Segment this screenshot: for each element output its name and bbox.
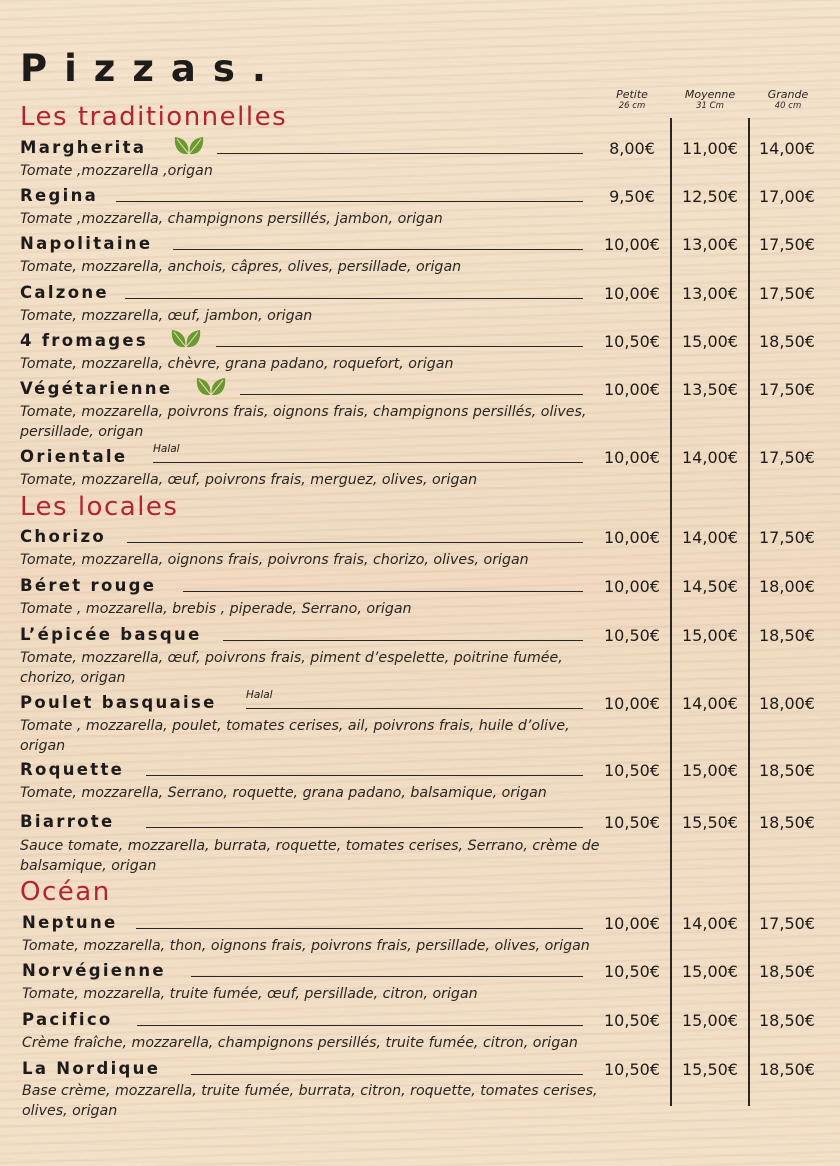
column-size: 40 cm [774,101,802,111]
price-grande: 18,00€ [759,577,815,596]
price-grande: 18,50€ [759,962,815,981]
item-description: Base crème, mozzarella, truite fumée, burrata, citron, roquette, tomates cerises, olives, origan [22,1083,598,1119]
price-petite: 10,50€ [604,1060,660,1079]
price-moyenne: 15,50€ [682,813,738,832]
item-description: Sauce tomate, mozzarella, burrata, roquette, tomates cerises, Serrano, crème de balsamique, origan [20,838,600,874]
price-moyenne: 14,00€ [682,694,738,713]
halal-tag: Halal [153,443,180,455]
price-grande: 18,50€ [759,1011,815,1030]
column-header-grande [743,88,833,111]
price-moyenne: 13,00€ [682,235,738,254]
price-petite: 10,50€ [604,761,660,780]
leaf-icon [170,328,202,350]
price-petite: 10,50€ [604,962,660,981]
halal-tag: Halal [246,689,273,701]
price-petite: 10,00€ [604,284,660,303]
price-moyenne: 13,00€ [682,284,738,303]
price-grande: 17,50€ [759,914,815,933]
dotted-leader [183,591,583,592]
price-moyenne: 12,50€ [682,187,738,206]
price-petite: 10,50€ [604,1011,660,1030]
item-description: Crème fraîche, mozzarella, champignons persillés, truite fumée, citron, origan [22,1035,578,1051]
price-grande: 17,50€ [759,235,815,254]
section-title-traditionnelles: Les traditionnelles [20,102,288,132]
price-grande: 18,50€ [759,626,815,645]
price-grande: 14,00€ [759,139,815,158]
section-title-ocean: Océan [20,877,111,907]
item-name: Biarrote [20,812,115,831]
section-title-locales: Les locales [20,492,179,522]
item-name: Norvégienne [22,961,166,980]
item-name: Pacifico [22,1010,113,1029]
item-name: Orientale [20,447,128,466]
item-description: Tomate , mozzarella, poulet, tomates cerises, ail, poivrons frais, huile d’olive, origan [20,718,570,754]
price-moyenne: 15,50€ [682,1060,738,1079]
item-name: Béret rouge [20,576,157,595]
price-grande: 18,50€ [759,761,815,780]
price-petite: 10,50€ [604,626,660,645]
price-moyenne: 13,50€ [682,380,738,399]
item-description: Tomate ,mozzarella ,origan [20,163,213,179]
dotted-leader [217,153,583,154]
dotted-leader [246,708,583,709]
price-grande: 18,50€ [759,813,815,832]
price-moyenne: 11,00€ [682,139,738,158]
column-size: 26 cm [618,101,646,111]
item-name: Regina [20,186,99,205]
menu-item-poulet-basquaise [20,689,840,754]
menu-item-epicee-basque [20,625,840,685]
item-description: Tomate, mozzarella, thon, oignons frais, poivrons frais, persillade, olives, origan [22,938,590,954]
item-description: Tomate, mozzarella, œuf, poivrons frais, merguez, olives, origan [20,472,478,488]
column-header-moyenne [665,88,755,111]
column-header-petite [587,88,677,111]
price-moyenne: 14,00€ [682,528,738,547]
dotted-leader [191,1074,583,1075]
item-description: Tomate , mozzarella, brebis , piperade, Serrano, origan [20,601,412,617]
price-moyenne: 15,00€ [682,962,738,981]
item-description: Tomate, mozzarella, œuf, jambon, origan [20,308,313,324]
dotted-leader [240,394,583,395]
price-petite: 10,50€ [604,332,660,351]
price-grande: 17,50€ [759,528,815,547]
dotted-leader [146,775,583,776]
item-name: 4 fromages [20,331,149,350]
price-petite: 10,00€ [604,235,660,254]
price-moyenne: 14,00€ [682,448,738,467]
menu-item-roquette [20,760,840,820]
menu-item-orientale [20,443,840,507]
menu-item-biarrote [20,812,840,872]
dotted-leader [146,827,583,828]
leaf-icon [173,135,205,157]
leaf-icon [195,376,227,398]
item-name: Chorizo [20,527,107,546]
price-petite: 10,50€ [604,813,660,832]
item-name: Margherita [20,138,147,157]
price-grande: 17,50€ [759,448,815,467]
price-petite: 10,00€ [604,694,660,713]
price-petite: 9,50€ [609,187,655,206]
item-name: Poulet basquaise [20,693,217,712]
dotted-leader [173,249,583,250]
item-name: Calzone [20,283,109,302]
dotted-leader [153,462,583,463]
item-description: Tomate, mozzarella, Serrano, roquette, grana padano, balsamique, origan [20,785,547,801]
price-moyenne: 14,00€ [682,914,738,933]
item-description: Tomate, mozzarella, œuf, poivrons frais, piment d’espelette, poitrine fumée, chorizo, origan [20,650,563,686]
price-moyenne: 15,00€ [682,1011,738,1030]
column-name: Petite [616,88,648,101]
dotted-leader [216,346,583,347]
column-name: Grande [767,88,809,101]
price-grande: 18,50€ [759,332,815,351]
item-name: Neptune [22,913,118,932]
item-description: Tomate, mozzarella, chèvre, grana padano, roquefort, origan [20,356,454,372]
item-name: Roquette [20,760,125,779]
price-grande: 17,50€ [759,380,815,399]
column-size: 31 Cm [696,101,724,111]
dotted-leader [137,1025,583,1026]
item-description: Tomate ,mozzarella, champignons persillés, jambon, origan [20,211,443,227]
menu-item-la-nordique [22,1059,840,1119]
item-description: Tomate, mozzarella, oignons frais, poivrons frais, chorizo, olives, origan [20,552,529,568]
item-description: Tomate, mozzarella, anchois, câpres, olives, persillade, origan [20,259,462,275]
item-name: Végétarienne [20,379,173,398]
dotted-leader [116,201,583,202]
price-petite: 10,00€ [604,914,660,933]
item-name: Napolitaine [20,234,153,253]
menu-item-vegetarienne [20,379,840,439]
price-grande: 17,50€ [759,284,815,303]
dotted-leader [223,640,583,641]
price-grande: 18,50€ [759,1060,815,1079]
page-title: Pizzas. [20,47,283,90]
price-moyenne: 14,50€ [682,577,738,596]
price-petite: 10,00€ [604,577,660,596]
dotted-leader [136,928,583,929]
dotted-leader [127,542,583,543]
price-moyenne: 15,00€ [682,626,738,645]
item-name: La Nordique [22,1059,161,1078]
column-name: Moyenne [684,88,736,101]
price-moyenne: 15,00€ [682,332,738,351]
price-grande: 18,00€ [759,694,815,713]
price-grande: 17,00€ [759,187,815,206]
price-petite: 10,00€ [604,380,660,399]
dotted-leader [191,976,583,977]
item-description: Tomate, mozzarella, truite fumée, œuf, persillade, citron, origan [22,986,478,1002]
price-petite: 10,00€ [604,528,660,547]
item-name: L’épicée basque [20,625,202,644]
price-moyenne: 15,00€ [682,761,738,780]
price-petite: 8,00€ [609,139,655,158]
dotted-leader [125,298,583,299]
price-petite: 10,00€ [604,448,660,467]
item-description: Tomate, mozzarella, poivrons frais, oignons frais, champignons persillés, olives, persillade, origan [20,404,587,440]
